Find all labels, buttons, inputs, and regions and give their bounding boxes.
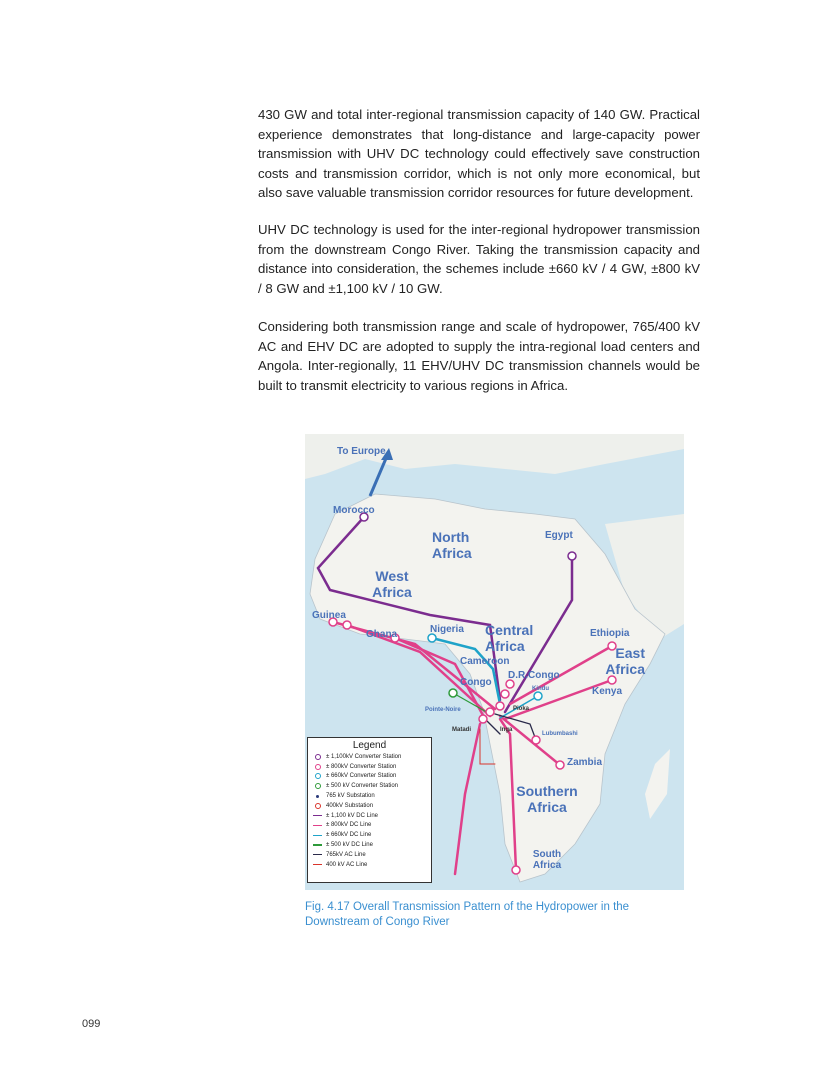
legend-label: ± 660kV Converter Station: [326, 773, 397, 780]
line-swatch-icon: [313, 835, 322, 836]
line-swatch-icon: [313, 825, 322, 826]
station-symbol-icon: [315, 803, 321, 809]
station-symbol-icon: [316, 795, 319, 798]
legend-item: [308, 860, 431, 870]
label-matadi: Matadi: [452, 727, 472, 733]
label-kenya: Kenya: [592, 686, 623, 697]
legend-label: 400kV Substation: [326, 802, 374, 809]
label-egypt: Egypt: [545, 530, 573, 541]
label-west-africa: West Africa: [372, 568, 412, 600]
label-to-europe: To Europe: [337, 446, 386, 457]
transmission-map-figure: [305, 434, 684, 890]
label-north-africa: North Africa: [432, 529, 472, 561]
label-nigeria: Nigeria: [430, 624, 464, 635]
legend-label: 765 kV Substation: [326, 793, 375, 800]
station-symbol-icon: [315, 783, 321, 789]
paragraph: UHV DC technology is used for the inter-regional hydropower transmission from the downstream Congo River. Taking the transmission capacity and distance into consideration, the schemes include ±660 kV / 4 GW, ±800 kV / 8 GW and ±1,100 kV / 10 GW.: [258, 222, 700, 296]
label-cameroon: Cameroon: [460, 656, 510, 667]
legend-label: ± 800kV Converter Station: [326, 763, 397, 770]
label-ghana: Ghana: [366, 629, 398, 640]
line-swatch-icon: [313, 844, 322, 845]
symbol-swatch: [313, 754, 322, 760]
legend-label: 765kV AC Line: [326, 851, 366, 858]
symbol-swatch: [313, 783, 322, 789]
label-southern-africa: Southern Africa: [516, 783, 578, 815]
station-egypt: [568, 552, 576, 560]
symbol-swatch: [313, 795, 322, 798]
legend-item: [308, 850, 431, 860]
paragraph: Considering both transmission range and scale of hydropower, 765/400 kV AC and EHV DC are adopted to supply the intra-regional load centers and Angola. Inter-regionally, 11 EHV/UHV DC transmission channels would be built to transmit electricity to various regions in Africa.: [258, 319, 700, 393]
legend-label: ± 500 kV DC Line: [326, 842, 373, 849]
station-nigeria: [428, 634, 436, 642]
station-zambia: [556, 761, 564, 769]
legend-item: [308, 791, 431, 801]
symbol-swatch: [313, 803, 322, 809]
label-congo: Congo: [460, 677, 492, 688]
line-swatch-icon: [313, 854, 322, 855]
figure-caption: Fig. 4.17 Overall Transmission Pattern of the Hydropower in the Downstream of Congo River: [305, 901, 630, 928]
station-hub: [486, 708, 494, 716]
label-dr-congo: D.R.Congo: [508, 670, 560, 681]
station-hub: [506, 680, 514, 688]
madagascar-land: [645, 749, 670, 819]
legend-label: ± 800kV DC Line: [326, 822, 372, 829]
legend-title: Legend: [352, 740, 387, 751]
label-zambia: Zambia: [567, 757, 603, 768]
station-hub: [501, 690, 509, 698]
station-hub: [479, 715, 487, 723]
legend-label: ± 660kV DC Line: [326, 832, 372, 839]
label-pioka: Pioka: [513, 706, 530, 712]
label-ethiopia: Ethiopia: [590, 628, 630, 639]
label-inga: Inga: [500, 727, 513, 733]
legend-item: [308, 821, 431, 831]
legend-item: [308, 752, 431, 762]
station-guinea-2: [343, 621, 351, 629]
legend-label: ± 500 kV Converter Station: [326, 783, 398, 790]
station-lubumbashi: [532, 736, 540, 744]
legend-label: ± 1,100 kV DC Line: [326, 812, 378, 819]
station-pointenoire: [449, 689, 457, 697]
line-swatch-icon: [313, 864, 322, 865]
station-symbol-icon: [315, 773, 321, 779]
line-800kv-south: [455, 724, 480, 874]
legend-item: [308, 830, 431, 840]
legend-item: [308, 811, 431, 821]
legend-label: 400 kV AC Line: [326, 861, 368, 868]
station-kenya: [608, 676, 616, 684]
legend-item: [308, 762, 431, 772]
station-kindu: [534, 692, 542, 700]
legend-item: [308, 772, 431, 782]
station-symbol-icon: [315, 754, 321, 760]
map-legend: [307, 737, 432, 883]
label-lubumbashi: Lubumbashi: [542, 731, 578, 737]
label-south-africa: South Africa: [532, 849, 562, 871]
paragraph: 430 GW and total inter-regional transmission capacity of 140 GW. Practical experience demonstrates that long-distance and large-capacity power transmission with UHV DC technology could effectively save construction costs and transmission corridor, which is not only more economical, but also save valuable transmission corridor resources for future development.: [258, 107, 700, 200]
label-pointe-noire: Pointe-Noire: [425, 707, 461, 713]
symbol-swatch: [313, 773, 322, 779]
symbol-swatch: [313, 764, 322, 770]
label-central-africa: Central Africa: [485, 622, 534, 654]
label-guinea: Guinea: [312, 610, 346, 621]
line-swatch-icon: [313, 815, 322, 816]
station-southafrica: [512, 866, 520, 874]
label-kindu: Kindu: [532, 686, 549, 692]
legend-item: [308, 801, 431, 811]
legend-label: ± 1,100kV Converter Station: [326, 753, 402, 760]
legend-item: [308, 840, 431, 850]
station-symbol-icon: [315, 764, 321, 770]
label-east-africa: East Africa: [605, 645, 645, 677]
page-number: 099: [82, 1018, 101, 1030]
label-morocco: Morocco: [333, 505, 375, 516]
legend-item: [308, 781, 431, 791]
station-hub: [496, 702, 504, 710]
